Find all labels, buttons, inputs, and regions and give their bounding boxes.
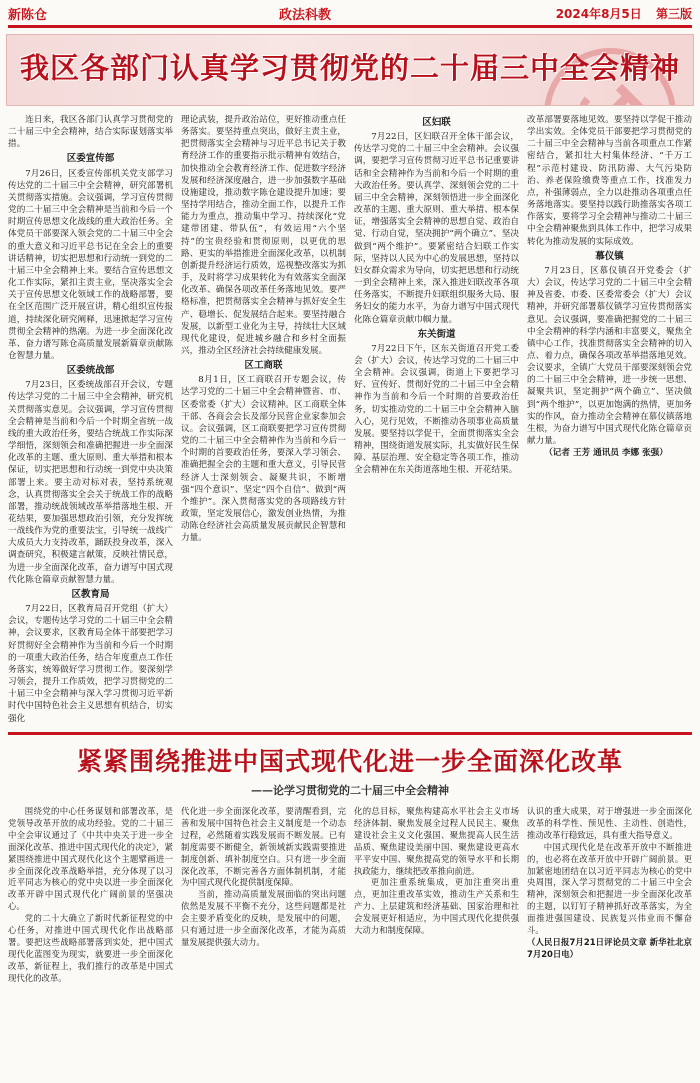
paragraph: 化的总目标，聚焦构建高水平社会主义市场经济体制、聚焦发展全过程人民民主、聚焦建设社会主义文化强国、聚焦提高人民生活品质、聚焦建设美丽中国、聚焦建设更高水平平安中国、聚焦提高党的领导水平和长期执政能力，继续把改革推向前进。 <box>354 806 519 876</box>
section-name: 新陈仓 <box>8 8 48 23</box>
editorial-subtitle: ——论学习贯彻党的二十届三中全会精神 <box>251 784 449 797</box>
article2-column <box>527 806 692 1076</box>
subsection-heading: 区教育局 <box>71 588 110 600</box>
subsection-heading: 区委统战部 <box>66 365 115 377</box>
paragraph: 8月1日，区工商联召开专题会议，传达学习党的二十届三中全会精神暨省、市、区委常委（扩大）会议精神。区工商联全体干部、各商会会长及部分民营企业家参加会议。会议强调，区工商联要把学习宣传贯彻党的二十届三中全会精神作为当前和今后一个时期的首要政治任务，要深入学习领会、准确把握全会的主题和重大意义，引导民营经济人士深刻领会、凝聚共识，不断增强“四个意识”、坚定“四个自信”、做到“两个维护”。深入贯彻落实党的各项路线方针政策，坚定发展信心，激发创业热情，为推动陈仓经济社会高质量发展贡献民企智慧和力量。 <box>181 375 346 544</box>
paragraph: 7月22日，区妇联召开全体干部会议，传达学习党的二十届三中全会精神。会议强调，要把学习宣传贯彻习近平总书记重要讲话和全会精神作为当前和今后一个时期的重大政治任务。要认真学、深刻领会党的二十届三中全会精神，深刻领悟进一步全面深化改革的主题、重大原则、重大举措、根本保证，增强落实全会精神的思想自觉、政治自觉、行动自觉，坚决拥护“两个确立”、坚决做到“两个维护”。要紧密结合妇联工作实际，坚持以人民为中心的发展思想，坚持以妇女群众需求为导向，切实把思想和行动统一到全会精神上来，深入推进妇联改革各项任务落实，不断提升妇联组织服务大局、服务妇女的能力水平，为奋力谱写中国式现代化陈仓篇章贡献巾帼力量。 <box>354 132 519 325</box>
masthead <box>8 2 692 28</box>
paragraph: 代化进一步全面深化改革，要清醒看到，完善和发展中国特色社会主义制度是一个动态过程，必然随着实践发展而不断发展。已有制度需要不断健全，新领域新实践需要推进制度创新、填补制度空白。只有进一步全面深化改革，不断完善各方面体制机制，才能为中国式现代化提供制度保障。 <box>181 806 346 888</box>
paragraph: 改革部署要落地见效。要坚持以学促干推动学出实效。全体党员干部要把学习贯彻党的二十届三中全会精神与当前各项重点工作紧密结合，紧扣壮大村集体经济、“千万工程”示范村建设、防汛防滞、大气污染防治、养老保险缴费等重点工作，找准发力点，补强薄弱点，全力以赴推动各项重点任务落地落实。要坚持以践行助推落实各项工作落实，要将学习全会精神与推动二十届三中全会精神聚焦到具体工作中，把学习成果转化为推动发展的实际成效。 <box>527 115 692 247</box>
news-roundup-article <box>8 114 692 729</box>
date-and-page <box>482 5 692 22</box>
paragraph: 7月26日，区委宣传部机关党支部学习传达党的二十届三中全会精神，研究部署机关贯彻落实措施。会议强调，学习宣传贯彻党的二十届三中全会精神是当前和今后一个时期宣传思想文化战线的重大政治任务。全体党员干部要深入领会党的二十届三中全会的重大意义和习近平总书记在全会上的重要讲话精神，切实把思想和行动统一到党的二十届三中全会精神上来。要结合宣传思想文化工作实际，紧扣主责主业，坚决落实全会关于宣传思想文化领域工作的战略部署，要在全区范围广泛开展宣讲，精心组织宣传报道，持续深化研究阐释，迅速掀起学习宣传贯彻全会精神的热潮。为进一步全面深化改革、奋力谱写陈仓高质量发展新篇章贡献陈仓智慧力量。 <box>8 168 173 361</box>
byline: （记者 王芳 通讯员 李娜 张强） <box>544 448 668 459</box>
section-divider <box>8 732 692 735</box>
paragraph: 7月23日，区慕仪镇召开党委会（扩大）会议，传达学习党的二十届三中全会精神及省委、市委、区委常委会（扩大）会议精神，并研究部署慕仪镇学习宣传贯彻落实意见。会议强调，要准确把握党的二十届三中全会精神的科学内涵和丰富要义，聚焦全镇中心工作，找准贯彻落实全会精神的切入点、着力点，确保各项改革举措落地见效。会议要求，全镇广大党员干部要深刻领会党的二十届三中全会精神，进一步统一思想、凝聚共识，坚定拥护“两个确立”、坚决做到“两个维护”，以更加饱满的热情，更加务实的作风，奋力推动全会精神在慕仪镇落地生根，为奋力谱写中国式现代化陈仓篇章贡献力量。 <box>527 265 692 447</box>
editorial-title: 紧紧围绕推进中国式现代化进一步全面深化改革 <box>76 747 623 776</box>
article1-column <box>8 114 173 729</box>
paragraph: 连日来，我区各部门认真学习贯彻党的二十届三中全会精神，结合实际谋划落实举措。 <box>8 115 173 150</box>
article2-column <box>354 806 519 1076</box>
article2-column <box>8 806 173 1076</box>
page-number: 第三版 <box>655 7 692 21</box>
subsection-heading: 慕仪镇 <box>595 250 624 262</box>
paragraph: 围绕党的中心任务谋划和部署改革，是党领导改革开放的成功经验。党的二十届三中全会审议通过了《中共中央关于进一步全面深化改革、推进中国式现代化的决定》，紧紧围绕推进中国式现代化这个主题擘画进一步全面深化改革战略举措，充分体现了以习近平同志为核心的党中央以进一步全面深化改革开辟中国式现代化广阔前景的坚强决心。 <box>8 806 173 912</box>
paragraph: 7月23日，区委统战部召开会议，专题传达学习党的二十届三中全会精神，研究机关贯彻落实意见。会议强调，学习宣传贯彻全会精神是当前和今后一个时期全省统一战线的重大政治任务，要结合统战工作实际深学细悟，深刻领会和准确把握进一步全面深化改革的主题、重大原则、重大举措和根本保证，切实把思想和行动统一到党中央决策部署上来。要主动对标对表，坚持系统观念，认真贯彻落实全会关于统战工作的战略部署，推动统战领域改革举措落地生根、开花结果，要加强思想政治引领，充分发挥统一战线作为党的重要法宝，引导统一战线广大成员大力支持改革，踊跃投身改革，深入调查研究，积极建言献策，反映社情民意，为进一步全面深化改革，奋力谱写中国式现代化陈仓篇章贡献智慧力量。 <box>8 380 173 585</box>
paragraph: 7月22日下午，区东关街道召开党工委会（扩大）会议，传达学习党的二十届三中全会精神。会议强调，街道上下要把学习好、宣传好、贯彻好党的二十届三中全会精神作为当前和今后一个时期的首要政治任务，切实推动党的二十届三中全会精神入脑入心，见行见效，不断推动各项事业高质量发展。要坚持以学促干，全面贯彻落实全会精神，围绕街道发展实际，扎实做好民生保障、基层治理、安全稳定等各项工作，推动全会精神在东关街道落地生根、开花结果。 <box>354 343 519 476</box>
editorial-header <box>8 740 692 800</box>
article2-column <box>181 806 346 1076</box>
headline-title: 我区各部门认真学习贯彻党的二十届三中全会精神 <box>19 51 680 85</box>
paragraph: 更加注重系统集成，更加注重突出重点，更加注重改革实效，推动生产关系和生产力、上层建筑和经济基础、国家治理和社会发展更好相适应，为中国式现代化提供强大动力和制度保障。 <box>354 877 519 936</box>
paragraph: 认识的重大成果，对于增强进一步全面深化改革的科学性、预见性、主动性、创造性，推动改革行稳致远，具有重大指导意义。 <box>527 806 692 840</box>
subsection-heading: 东关街道 <box>417 328 456 340</box>
paragraph: 党的二十大确立了新时代新征程党的中心任务，对推进中国式现代化作出战略部署。要把这些战略部署落到实处，把中国式现代化蓝图变为现实，就要进一步全面深化改革，新征程上，我们推行的改革是中国式现代化的改革。 <box>8 913 173 983</box>
subsection-heading: 区委宣传部 <box>66 153 115 165</box>
paragraph: 当前，推动高质量发展面临的突出问题依然是发展不平衡不充分，这些问题都是社会主要矛盾变化的反映，是发展中的问题，只有通过进一步全面深化改革，才能为高质量发展提供强大动力。 <box>181 889 346 947</box>
subsection-heading: 区妇联 <box>422 117 451 128</box>
subsection-heading: 区工商联 <box>244 360 283 372</box>
editorial-article <box>8 806 692 1076</box>
article1-column <box>181 114 346 729</box>
paragraph: 7月22日，区教育局召开党组（扩大）会议，专题传达学习党的二十届三中全会精神，会议要求，区教育局全体干部要把学习好贯彻好全会精神作为当前和今后一个时期的一项重大政治任务，结合年度重点工作任务落实，统筹做好学习贯彻工作。要深刻学习领会，提升工作质效，把学习贯彻党的二十届三中全会精神与深入学习贯彻习近平新时代中国特色社会主义思想有机结合，切实强化 <box>8 604 173 724</box>
paragraph: 中国式现代化是在改革开放中不断推进的，也必将在改革开放中开辟广阔前景。更加紧密地团结在以习近平同志为核心的党中央周围，深入学习贯彻党的二十届三中全会精神，深刻领会和把握进一步全面深化改革的主题，以钉钉子精神抓好改革落实，为全面推进强国建设、民族复兴伟业而不懈奋斗。 <box>527 841 692 936</box>
column-name: 政法科教 <box>278 8 331 23</box>
issue-date: 2024年8月5日 <box>555 7 642 21</box>
article1-column <box>527 114 692 729</box>
paragraph: 理论武装，提升政治站位，更好推动重点任务落实。要坚持重点突出，做好主责主业，把贯彻落实全会精神与习近平总书记关于教育经济工作的重要指示批示精神有效结合，加快推动全会教育经济工作、促进数字经济发展和经济深度融合，进一步加强数字基础设施建设，推动数字陈仓建设提升加速；要坚持学用结合，推动全面工作，以提升工作能力为重点，推动集中学习、持续深化“党建带团建、带队伍”，有效运用“六个坚持”的宝贵经验和贯彻原则，以更优的思路、更实的举措推进全面深化改革，以机制创新提升经济运行质效，巡视整改落实为抓手，及时将学习成果转化为有效落实全面深化改革、确保各项改革任务落地见效。要严格标准，把贯彻落实全会精神与抓好安全生产、稳增长、促发展结合起来。要坚持融合发展，以新型工业化为主导，持续壮大区域现代化建设，促进城乡融合和乡村全面振兴，推动全区经济社会持续健康发展。 <box>181 115 346 356</box>
article1-column <box>354 114 519 729</box>
source-credit: （人民日报7月21日评论员文章 新华社北京7月20日电） <box>527 936 692 959</box>
headline-banner <box>6 34 694 106</box>
